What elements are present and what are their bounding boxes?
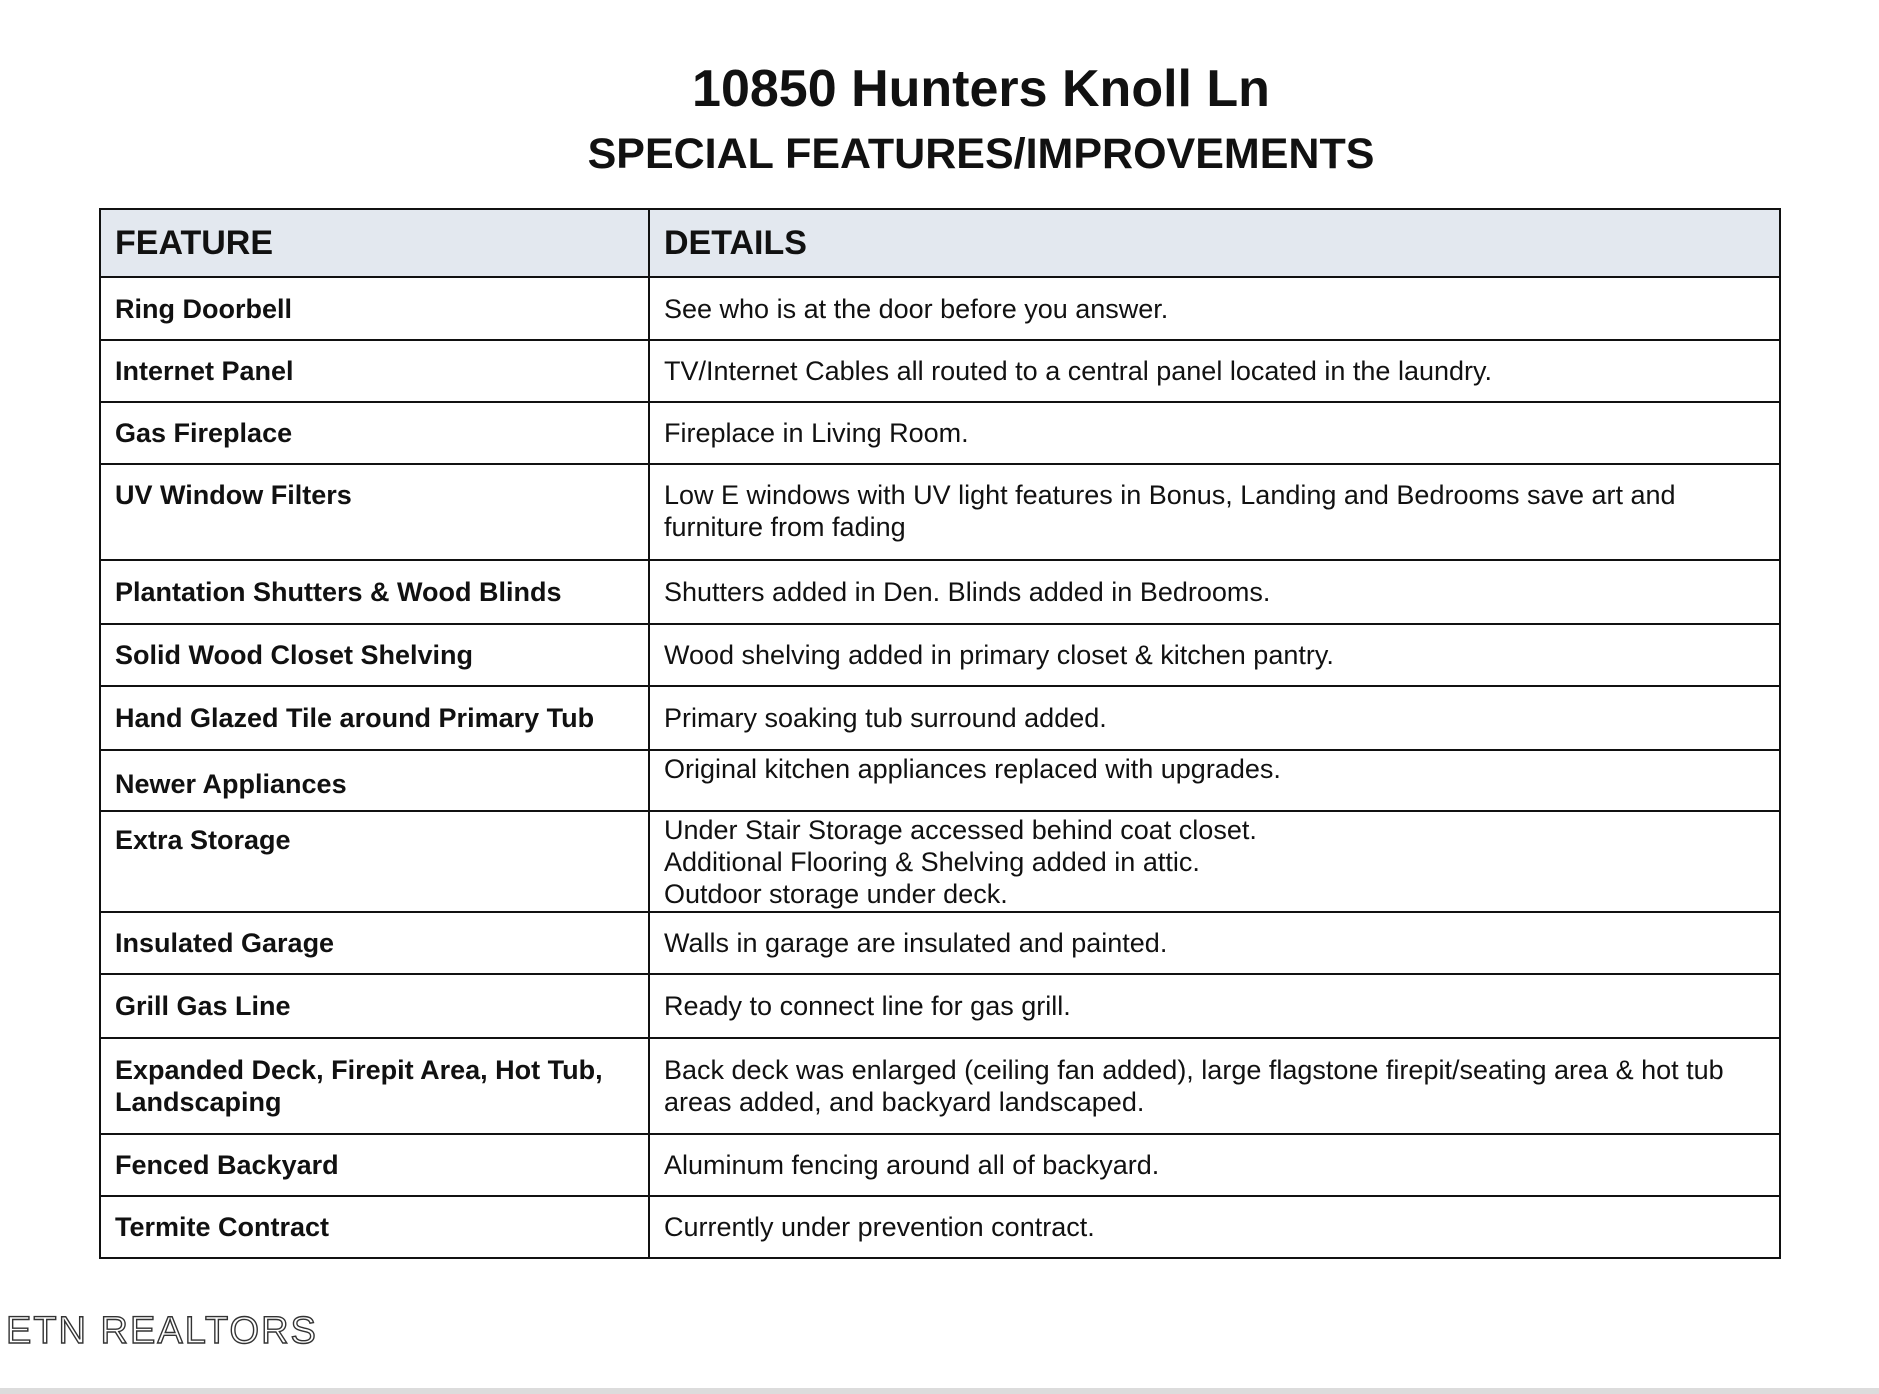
details-cell: Aluminum fencing around all of backyard. [649, 1134, 1780, 1196]
feature-cell: Insulated Garage [100, 912, 649, 974]
header-row [100, 209, 1780, 277]
feature-cell: Newer Appliances [100, 750, 649, 811]
column-header-details: DETAILS [649, 209, 1780, 277]
document-title: 10850 Hunters Knoll Ln [692, 60, 1270, 118]
feature-cell: Solid Wood Closet Shelving [100, 624, 649, 686]
table-row [100, 912, 1780, 974]
feature-cell: UV Window Filters [100, 464, 649, 560]
table-row [100, 686, 1780, 750]
table-row [100, 340, 1780, 402]
table-row [100, 560, 1780, 624]
feature-cell: Gas Fireplace [100, 402, 649, 464]
feature-cell: Termite Contract [100, 1196, 649, 1258]
details-cell: Fireplace in Living Room. [649, 402, 1780, 464]
feature-cell: Fenced Backyard [100, 1134, 649, 1196]
table-row [100, 811, 1780, 912]
details-cell: Wood shelving added in primary closet & kitchen pantry. [649, 624, 1780, 686]
table-row [100, 1196, 1780, 1258]
feature-cell: Plantation Shutters & Wood Blinds [100, 560, 649, 624]
table-row [100, 464, 1780, 560]
details-cell: Back deck was enlarged (ceiling fan added), large flagstone firepit/seating area & hot tub areas added, and backyard landscaped. [649, 1038, 1780, 1134]
details-cell: Original kitchen appliances replaced with upgrades. [649, 750, 1780, 811]
table-body [100, 277, 1780, 1258]
feature-cell: Internet Panel [100, 340, 649, 402]
feature-cell: Hand Glazed Tile around Primary Tub [100, 686, 649, 750]
table-row [100, 750, 1780, 811]
table-row [100, 1134, 1780, 1196]
feature-cell: Expanded Deck, Firepit Area, Hot Tub, Landscaping [100, 1038, 649, 1134]
table-row [100, 1038, 1780, 1134]
details-cell: Walls in garage are insulated and painted. [649, 912, 1780, 974]
brokerage-logo: ETN REALTORS [6, 1310, 318, 1352]
details-cell: Low E windows with UV light features in Bonus, Landing and Bedrooms save art and furniture from fading [649, 464, 1780, 560]
details-cell: Ready to connect line for gas grill. [649, 974, 1780, 1038]
details-cell: Under Stair Storage accessed behind coat closet. Additional Flooring & Shelving added in attic. Outdoor storage under deck. [649, 811, 1780, 912]
feature-cell: Grill Gas Line [100, 974, 649, 1038]
feature-cell: Ring Doorbell [100, 277, 649, 340]
document-subtitle: SPECIAL FEATURES/IMPROVEMENTS [587, 130, 1375, 178]
details-cell: Currently under prevention contract. [649, 1196, 1780, 1258]
table-header [100, 209, 1780, 277]
details-cell: See who is at the door before you answer. [649, 277, 1780, 340]
details-cell: Shutters added in Den. Blinds added in Bedrooms. [649, 560, 1780, 624]
table-row [100, 277, 1780, 340]
table-row [100, 974, 1780, 1038]
features-table [99, 208, 1781, 1259]
feature-cell: Extra Storage [100, 811, 649, 912]
table-row [100, 624, 1780, 686]
column-header-feature: FEATURE [100, 209, 649, 277]
page-bottom-divider [0, 1388, 1879, 1394]
table-row [100, 402, 1780, 464]
details-cell: Primary soaking tub surround added. [649, 686, 1780, 750]
details-cell: TV/Internet Cables all routed to a central panel located in the laundry. [649, 340, 1780, 402]
